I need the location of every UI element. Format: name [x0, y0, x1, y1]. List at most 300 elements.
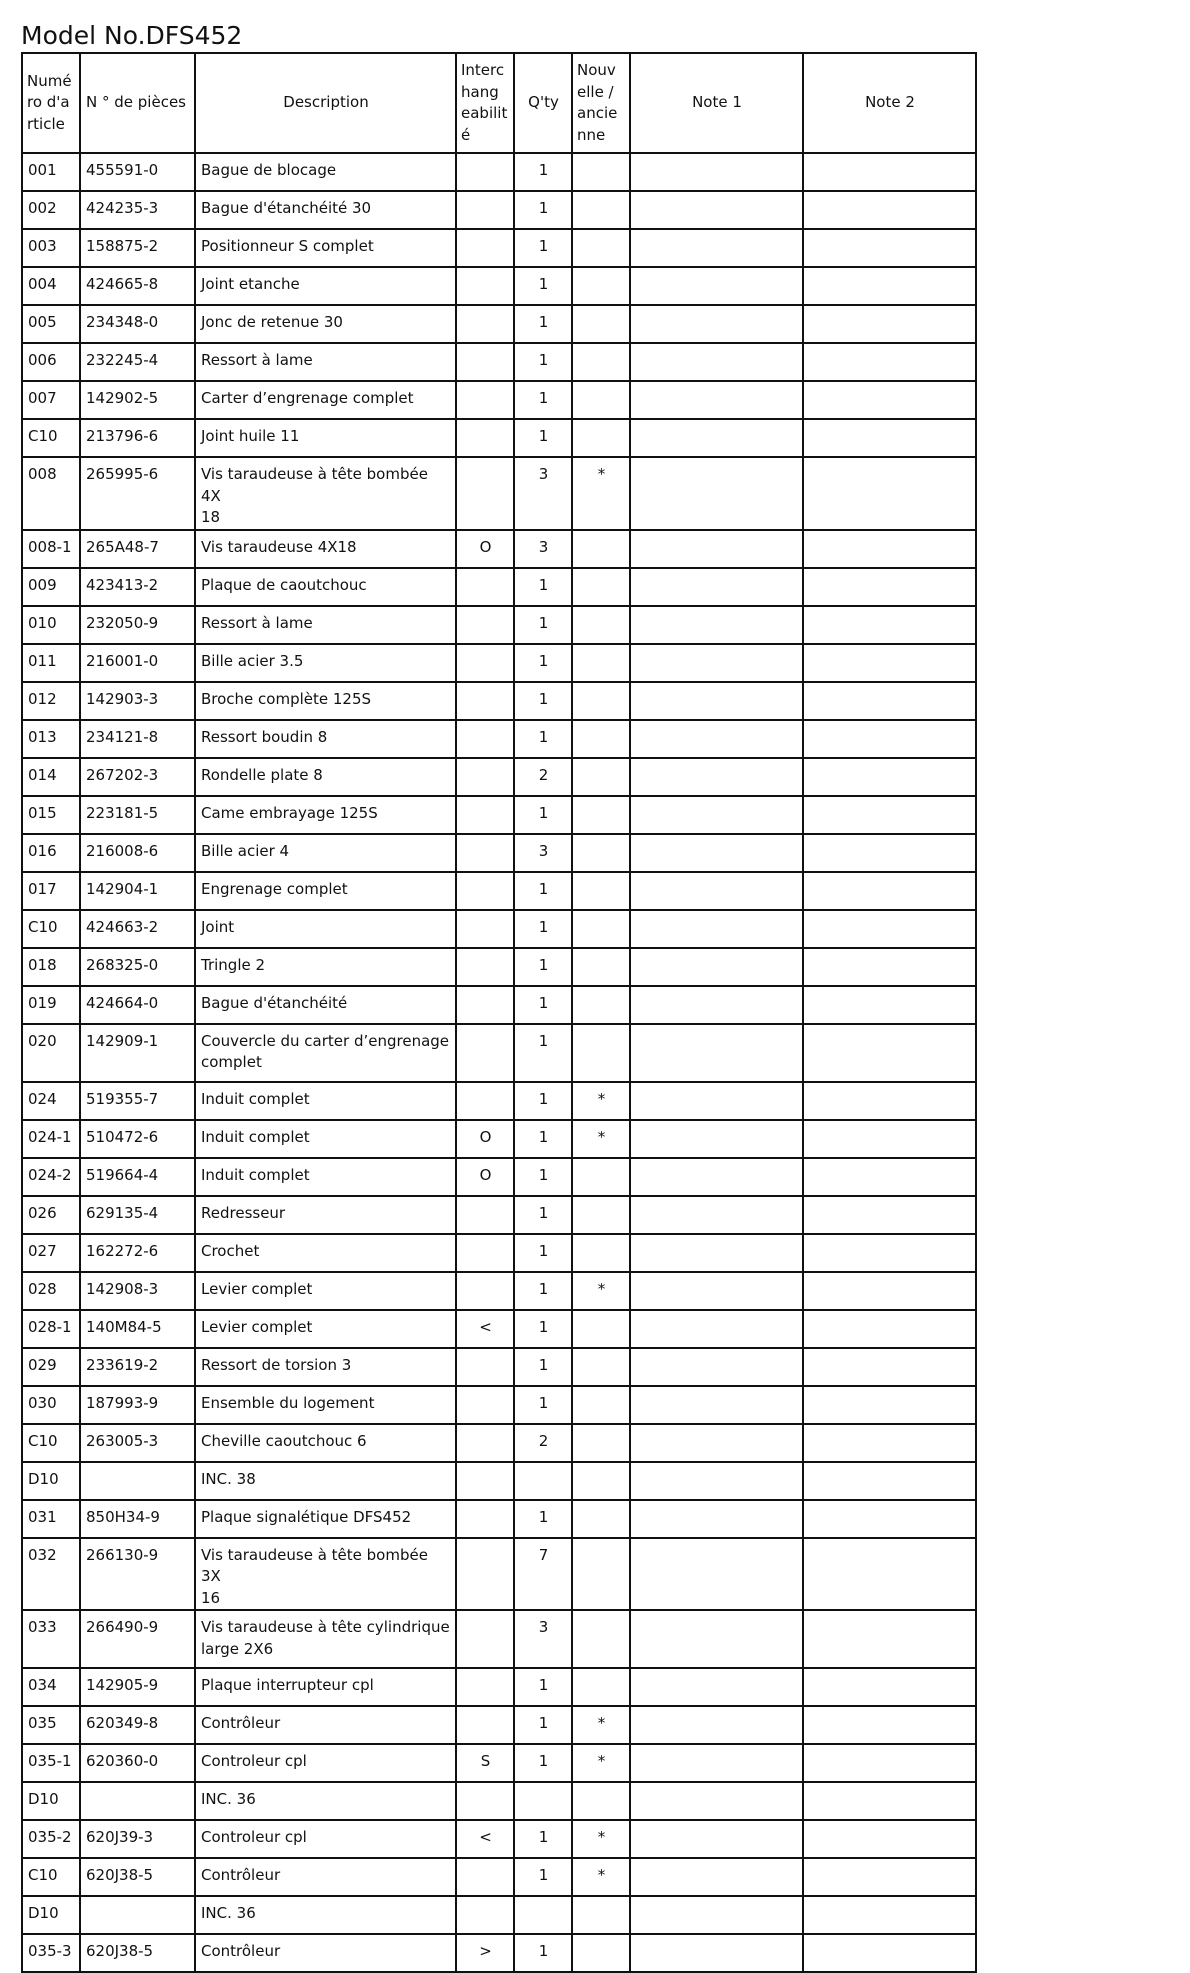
header-interchangeability: Interc hang eabilit é	[456, 53, 514, 153]
interchangeability-cell	[456, 1424, 514, 1462]
qty-cell: 1	[514, 419, 572, 457]
item-no-cell: 018	[22, 948, 80, 986]
item-no-cell: 028	[22, 1272, 80, 1310]
item-no-cell: 035-1	[22, 1744, 80, 1782]
item-no-cell: C10	[22, 1424, 80, 1462]
new-old-cell: *	[572, 1744, 630, 1782]
qty-cell: 1	[514, 1234, 572, 1272]
table-row	[22, 530, 976, 568]
interchangeability-cell	[456, 343, 514, 381]
part-no-cell	[80, 1896, 195, 1934]
note1-cell	[630, 606, 803, 644]
description-cell: Vis taraudeuse à tête bombée 3X 16	[195, 1538, 456, 1611]
new-old-cell	[572, 1610, 630, 1668]
item-no-cell: 003	[22, 229, 80, 267]
item-no-cell: D10	[22, 1896, 80, 1934]
description-cell: Ressort à lame	[195, 606, 456, 644]
item-no-cell: 014	[22, 758, 80, 796]
interchangeability-cell: <	[456, 1820, 514, 1858]
part-no-cell: 620349-8	[80, 1706, 195, 1744]
part-no-cell: 267202-3	[80, 758, 195, 796]
part-no-cell: 216001-0	[80, 644, 195, 682]
header-note1: Note 1	[630, 53, 803, 153]
qty-cell: 1	[514, 1158, 572, 1196]
new-old-cell	[572, 1896, 630, 1934]
note2-cell	[803, 1462, 976, 1500]
new-old-cell	[572, 1462, 630, 1500]
note2-cell	[803, 872, 976, 910]
new-old-cell	[572, 419, 630, 457]
description-cell: Levier complet	[195, 1310, 456, 1348]
qty-cell: 1	[514, 381, 572, 419]
description-cell: Broche complète 125S	[195, 682, 456, 720]
qty-cell: 1	[514, 1820, 572, 1858]
table-row	[22, 1820, 976, 1858]
table-row	[22, 1744, 976, 1782]
item-no-cell: 029	[22, 1348, 80, 1386]
note1-cell	[630, 267, 803, 305]
new-old-cell	[572, 305, 630, 343]
table-row	[22, 1706, 976, 1744]
new-old-cell: *	[572, 1272, 630, 1310]
new-old-cell	[572, 1500, 630, 1538]
note2-cell	[803, 1896, 976, 1934]
note1-cell	[630, 229, 803, 267]
note1-cell	[630, 1196, 803, 1234]
part-no-cell: 268325-0	[80, 948, 195, 986]
note1-cell	[630, 758, 803, 796]
part-no-cell: 510472-6	[80, 1120, 195, 1158]
item-no-cell: 001	[22, 153, 80, 191]
item-no-cell: C10	[22, 419, 80, 457]
part-no-cell: 140M84-5	[80, 1310, 195, 1348]
header-qty: Q'ty	[514, 53, 572, 153]
part-no-cell: 850H34-9	[80, 1500, 195, 1538]
interchangeability-cell: <	[456, 1310, 514, 1348]
note2-cell	[803, 419, 976, 457]
part-no-cell: 620J38-5	[80, 1858, 195, 1896]
part-no-cell	[80, 1782, 195, 1820]
note2-cell	[803, 267, 976, 305]
part-no-cell: 162272-6	[80, 1234, 195, 1272]
item-no-cell: 008	[22, 457, 80, 530]
note1-cell	[630, 1120, 803, 1158]
description-cell: Joint huile 11	[195, 419, 456, 457]
item-no-cell: 016	[22, 834, 80, 872]
item-no-cell: 035	[22, 1706, 80, 1744]
qty-cell: 1	[514, 644, 572, 682]
table-row	[22, 644, 976, 682]
new-old-cell	[572, 948, 630, 986]
description-cell: Bague de blocage	[195, 153, 456, 191]
new-old-cell: *	[572, 1706, 630, 1744]
header-part-no: N ° de pièces	[80, 53, 195, 153]
description-cell: Joint	[195, 910, 456, 948]
interchangeability-cell	[456, 1272, 514, 1310]
note1-cell	[630, 153, 803, 191]
description-cell: Levier complet	[195, 1272, 456, 1310]
note2-cell	[803, 796, 976, 834]
description-cell: Jonc de retenue 30	[195, 305, 456, 343]
note1-cell	[630, 1896, 803, 1934]
part-no-cell: 213796-6	[80, 419, 195, 457]
new-old-cell	[572, 606, 630, 644]
note1-cell	[630, 1858, 803, 1896]
new-old-cell	[572, 568, 630, 606]
table-row	[22, 986, 976, 1024]
description-cell: Plaque signalétique DFS452	[195, 1500, 456, 1538]
qty-cell: 1	[514, 343, 572, 381]
note2-cell	[803, 1668, 976, 1706]
table-row	[22, 1668, 976, 1706]
interchangeability-cell	[456, 834, 514, 872]
interchangeability-cell	[456, 682, 514, 720]
part-no-cell: 423413-2	[80, 568, 195, 606]
parts-table	[21, 52, 977, 1973]
table-row	[22, 1310, 976, 1348]
table-row	[22, 910, 976, 948]
description-cell: Ensemble du logement	[195, 1386, 456, 1424]
interchangeability-cell	[456, 1500, 514, 1538]
interchangeability-cell	[456, 910, 514, 948]
table-row	[22, 153, 976, 191]
table-row	[22, 1082, 976, 1120]
header-note2: Note 2	[803, 53, 976, 153]
note1-cell	[630, 568, 803, 606]
note2-cell	[803, 834, 976, 872]
note2-cell	[803, 153, 976, 191]
note2-cell	[803, 530, 976, 568]
note2-cell	[803, 305, 976, 343]
qty-cell: 1	[514, 305, 572, 343]
new-old-cell	[572, 1234, 630, 1272]
part-no-cell: 142904-1	[80, 872, 195, 910]
part-no-cell: 232050-9	[80, 606, 195, 644]
qty-cell: 1	[514, 1272, 572, 1310]
qty-cell: 1	[514, 1348, 572, 1386]
new-old-cell	[572, 191, 630, 229]
description-cell: Ressort à lame	[195, 343, 456, 381]
item-no-cell: 007	[22, 381, 80, 419]
qty-cell: 1	[514, 606, 572, 644]
qty-cell: 1	[514, 153, 572, 191]
note2-cell	[803, 1782, 976, 1820]
table-row	[22, 568, 976, 606]
note2-cell	[803, 568, 976, 606]
description-cell: Controleur cpl	[195, 1744, 456, 1782]
description-cell: Ressort boudin 8	[195, 720, 456, 758]
description-cell: Vis taraudeuse à tête bombée 4X 18	[195, 457, 456, 530]
item-no-cell: 004	[22, 267, 80, 305]
note2-cell	[803, 381, 976, 419]
table-row	[22, 1348, 976, 1386]
new-old-cell	[572, 682, 630, 720]
qty-cell: 1	[514, 1082, 572, 1120]
part-no-cell: 142905-9	[80, 1668, 195, 1706]
qty-cell: 1	[514, 267, 572, 305]
item-no-cell: 011	[22, 644, 80, 682]
qty-cell: 3	[514, 834, 572, 872]
note2-cell	[803, 1272, 976, 1310]
part-no-cell: 223181-5	[80, 796, 195, 834]
description-cell: Cheville caoutchouc 6	[195, 1424, 456, 1462]
item-no-cell: 010	[22, 606, 80, 644]
item-no-cell: 015	[22, 796, 80, 834]
table-row	[22, 1934, 976, 1972]
part-no-cell: 142909-1	[80, 1024, 195, 1082]
qty-cell: 1	[514, 720, 572, 758]
item-no-cell: 019	[22, 986, 80, 1024]
qty-cell: 1	[514, 1500, 572, 1538]
new-old-cell	[572, 910, 630, 948]
note1-cell	[630, 1706, 803, 1744]
new-old-cell	[572, 381, 630, 419]
item-no-cell: 030	[22, 1386, 80, 1424]
description-cell: Bague d'étanchéité 30	[195, 191, 456, 229]
note1-cell	[630, 1934, 803, 1972]
interchangeability-cell	[456, 457, 514, 530]
qty-cell: 1	[514, 1024, 572, 1082]
qty-cell: 1	[514, 229, 572, 267]
qty-cell: 2	[514, 758, 572, 796]
new-old-cell	[572, 153, 630, 191]
interchangeability-cell	[456, 796, 514, 834]
new-old-cell	[572, 796, 630, 834]
description-cell: Came embrayage 125S	[195, 796, 456, 834]
qty-cell: 1	[514, 1858, 572, 1896]
note2-cell	[803, 1934, 976, 1972]
note2-cell	[803, 948, 976, 986]
part-no-cell: 620J38-5	[80, 1934, 195, 1972]
description-cell: Engrenage complet	[195, 872, 456, 910]
table-row	[22, 1024, 976, 1082]
new-old-cell	[572, 644, 630, 682]
table-row	[22, 343, 976, 381]
new-old-cell	[572, 872, 630, 910]
table-row	[22, 758, 976, 796]
item-no-cell: 032	[22, 1538, 80, 1611]
qty-cell: 3	[514, 530, 572, 568]
new-old-cell	[572, 530, 630, 568]
new-old-cell	[572, 834, 630, 872]
note2-cell	[803, 682, 976, 720]
qty-cell	[514, 1782, 572, 1820]
table-header-row	[22, 53, 976, 153]
note2-cell	[803, 1500, 976, 1538]
note1-cell	[630, 1782, 803, 1820]
table-row	[22, 1500, 976, 1538]
note1-cell	[630, 1082, 803, 1120]
note1-cell	[630, 986, 803, 1024]
note1-cell	[630, 1386, 803, 1424]
note1-cell	[630, 305, 803, 343]
part-no-cell: 424663-2	[80, 910, 195, 948]
part-no-cell: 620360-0	[80, 1744, 195, 1782]
note1-cell	[630, 1024, 803, 1082]
interchangeability-cell	[456, 948, 514, 986]
new-old-cell	[572, 229, 630, 267]
table-row	[22, 1424, 976, 1462]
item-no-cell: C10	[22, 1858, 80, 1896]
note2-cell	[803, 1858, 976, 1896]
note1-cell	[630, 720, 803, 758]
note1-cell	[630, 682, 803, 720]
interchangeability-cell: O	[456, 1120, 514, 1158]
description-cell: Vis taraudeuse à tête cylindrique large 2X6	[195, 1610, 456, 1668]
note1-cell	[630, 381, 803, 419]
table-row	[22, 267, 976, 305]
interchangeability-cell	[456, 872, 514, 910]
new-old-cell	[572, 1386, 630, 1424]
qty-cell: 1	[514, 796, 572, 834]
new-old-cell	[572, 720, 630, 758]
qty-cell: 1	[514, 872, 572, 910]
description-cell: INC. 36	[195, 1896, 456, 1934]
table-row	[22, 1782, 976, 1820]
part-no-cell: 424235-3	[80, 191, 195, 229]
part-no-cell: 263005-3	[80, 1424, 195, 1462]
interchangeability-cell	[456, 986, 514, 1024]
note2-cell	[803, 1610, 976, 1668]
table-row	[22, 834, 976, 872]
new-old-cell	[572, 1196, 630, 1234]
new-old-cell	[572, 1424, 630, 1462]
note2-cell	[803, 1538, 976, 1611]
description-cell: Joint etanche	[195, 267, 456, 305]
interchangeability-cell	[456, 305, 514, 343]
table-row	[22, 606, 976, 644]
table-row	[22, 1858, 976, 1896]
table-row	[22, 191, 976, 229]
item-no-cell: 028-1	[22, 1310, 80, 1348]
table-row	[22, 457, 976, 530]
note2-cell	[803, 1310, 976, 1348]
new-old-cell	[572, 1668, 630, 1706]
item-no-cell: 006	[22, 343, 80, 381]
note2-cell	[803, 191, 976, 229]
note1-cell	[630, 1820, 803, 1858]
note1-cell	[630, 872, 803, 910]
new-old-cell	[572, 1348, 630, 1386]
note2-cell	[803, 1744, 976, 1782]
table-row	[22, 305, 976, 343]
part-no-cell: 265995-6	[80, 457, 195, 530]
qty-cell: 1	[514, 682, 572, 720]
qty-cell: 7	[514, 1538, 572, 1611]
item-no-cell: 035-2	[22, 1820, 80, 1858]
note1-cell	[630, 834, 803, 872]
description-cell: Bague d'étanchéité	[195, 986, 456, 1024]
new-old-cell: *	[572, 1820, 630, 1858]
note2-cell	[803, 1820, 976, 1858]
new-old-cell: *	[572, 457, 630, 530]
header-item-no: Numé ro d'a rticle	[22, 53, 80, 153]
table-row	[22, 1196, 976, 1234]
part-no-cell: 233619-2	[80, 1348, 195, 1386]
note1-cell	[630, 1424, 803, 1462]
table-row	[22, 1272, 976, 1310]
note1-cell	[630, 1272, 803, 1310]
table-row	[22, 1538, 976, 1611]
note1-cell	[630, 910, 803, 948]
description-cell: Ressort de torsion 3	[195, 1348, 456, 1386]
interchangeability-cell	[456, 1610, 514, 1668]
note1-cell	[630, 419, 803, 457]
item-no-cell: 002	[22, 191, 80, 229]
note2-cell	[803, 986, 976, 1024]
table-row	[22, 1386, 976, 1424]
item-no-cell: 031	[22, 1500, 80, 1538]
item-no-cell: 034	[22, 1668, 80, 1706]
interchangeability-cell	[456, 381, 514, 419]
interchangeability-cell	[456, 1858, 514, 1896]
description-cell: Couvercle du carter d’engrenage complet	[195, 1024, 456, 1082]
note1-cell	[630, 343, 803, 381]
description-cell: Crochet	[195, 1234, 456, 1272]
new-old-cell	[572, 1158, 630, 1196]
item-no-cell: 005	[22, 305, 80, 343]
item-no-cell: 024-2	[22, 1158, 80, 1196]
note1-cell	[630, 1158, 803, 1196]
page-title: Model No.DFS452	[21, 21, 243, 50]
note2-cell	[803, 1706, 976, 1744]
note2-cell	[803, 1348, 976, 1386]
table-row	[22, 1610, 976, 1668]
note1-cell	[630, 1744, 803, 1782]
note2-cell	[803, 606, 976, 644]
new-old-cell	[572, 758, 630, 796]
item-no-cell: 020	[22, 1024, 80, 1082]
new-old-cell	[572, 1538, 630, 1611]
interchangeability-cell: O	[456, 1158, 514, 1196]
item-no-cell: C10	[22, 910, 80, 948]
item-no-cell: 024	[22, 1082, 80, 1120]
interchangeability-cell	[456, 1386, 514, 1424]
qty-cell: 1	[514, 1386, 572, 1424]
interchangeability-cell: O	[456, 530, 514, 568]
interchangeability-cell	[456, 1782, 514, 1820]
note1-cell	[630, 457, 803, 530]
note1-cell	[630, 1668, 803, 1706]
description-cell: Tringle 2	[195, 948, 456, 986]
note2-cell	[803, 229, 976, 267]
interchangeability-cell	[456, 153, 514, 191]
description-cell: Induit complet	[195, 1082, 456, 1120]
interchangeability-cell	[456, 1082, 514, 1120]
part-no-cell: 424665-8	[80, 267, 195, 305]
part-no-cell: 519664-4	[80, 1158, 195, 1196]
new-old-cell	[572, 986, 630, 1024]
new-old-cell: *	[572, 1120, 630, 1158]
note2-cell	[803, 758, 976, 796]
qty-cell: 1	[514, 1706, 572, 1744]
item-no-cell: 013	[22, 720, 80, 758]
interchangeability-cell	[456, 1196, 514, 1234]
new-old-cell	[572, 1024, 630, 1082]
interchangeability-cell	[456, 1348, 514, 1386]
note2-cell	[803, 910, 976, 948]
note1-cell	[630, 191, 803, 229]
qty-cell: 1	[514, 948, 572, 986]
table-row	[22, 1158, 976, 1196]
part-no-cell: 142908-3	[80, 1272, 195, 1310]
note2-cell	[803, 1082, 976, 1120]
qty-cell: 1	[514, 1744, 572, 1782]
note1-cell	[630, 1348, 803, 1386]
description-cell: Bille acier 4	[195, 834, 456, 872]
header-new-old: Nouv elle / ancie nne	[572, 53, 630, 153]
item-no-cell: 012	[22, 682, 80, 720]
